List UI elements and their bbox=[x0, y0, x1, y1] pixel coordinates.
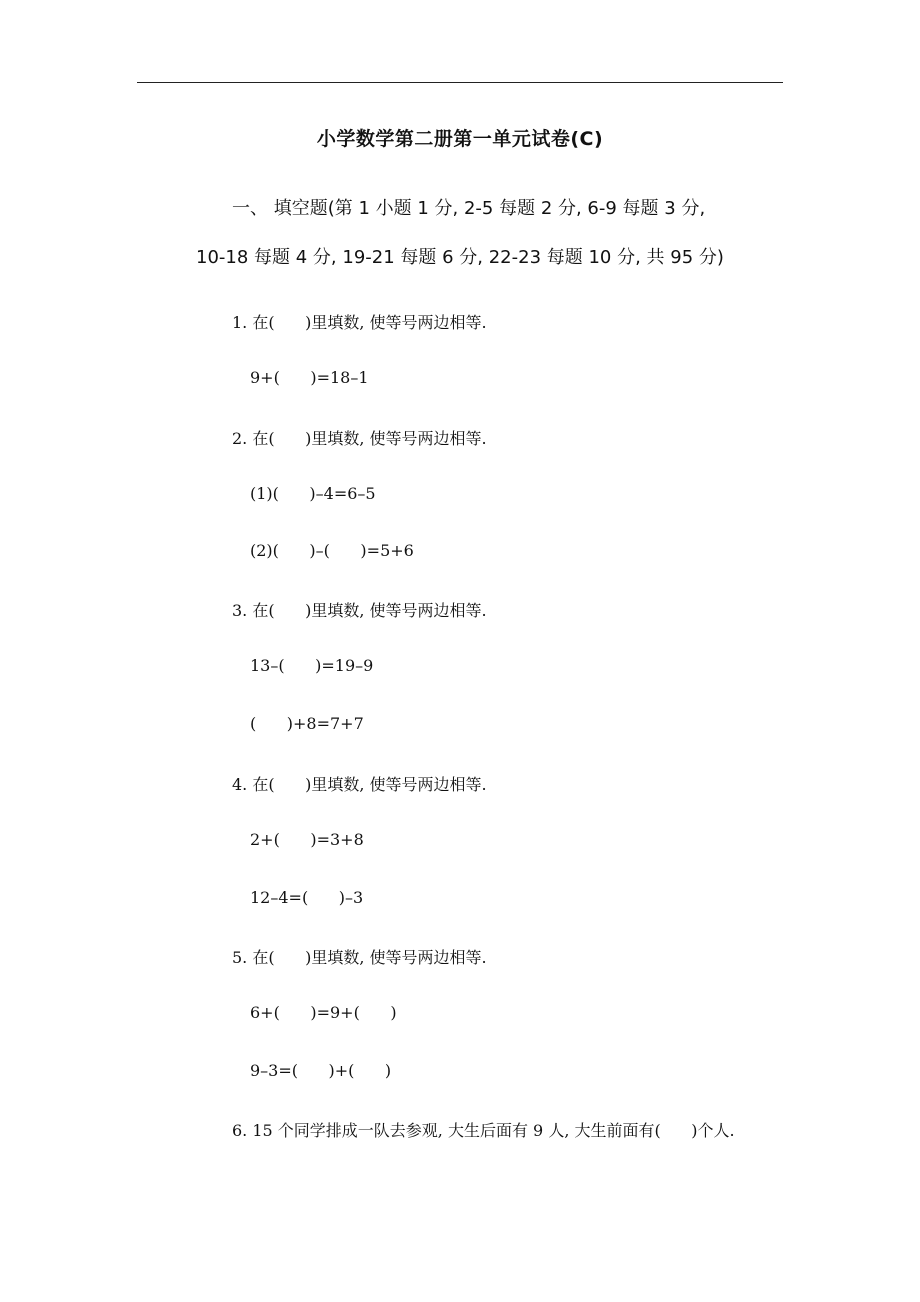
question-4-prompt: 4. 在( )里填数, 使等号两边相等. bbox=[232, 775, 487, 794]
question-2-item-2: (2)( )–( )=5+6 bbox=[250, 541, 414, 560]
question-1-prompt: 1. 在( )里填数, 使等号两边相等. bbox=[232, 313, 487, 332]
question-4-item-2: 12–4=( )–3 bbox=[250, 888, 364, 907]
question-2-item-1: (1)( )–4=6–5 bbox=[250, 484, 376, 503]
page-title: 小学数学第二册第一单元试卷(C) bbox=[316, 128, 604, 150]
question-1-item-1: 9+( )=18–1 bbox=[250, 368, 369, 387]
question-5-item-1: 6+( )=9+( ) bbox=[250, 1003, 397, 1022]
question-3-item-1: 13–( )=19–9 bbox=[250, 656, 374, 675]
question-2-prompt: 2. 在( )里填数, 使等号两边相等. bbox=[232, 429, 487, 448]
section-heading-line-1: 一、 填空题(第 1 小题 1 分, 2-5 每题 2 分, 6-9 每题 3 分, bbox=[232, 198, 706, 219]
section-heading-line-2: 10-18 每题 4 分, 19-21 每题 6 分, 22-23 每题 10 分, 共 95 分) bbox=[196, 247, 724, 268]
question-3-prompt: 3. 在( )里填数, 使等号两边相等. bbox=[232, 601, 487, 620]
question-5-prompt: 5. 在( )里填数, 使等号两边相等. bbox=[232, 948, 487, 967]
question-6-prompt: 6. 15 个同学排成一队去参观, 大生后面有 9 人, 大生前面有( )个人. bbox=[232, 1121, 735, 1140]
question-4-item-1: 2+( )=3+8 bbox=[250, 830, 364, 849]
header-rule bbox=[137, 82, 783, 83]
question-3-item-2: ( )+8=7+7 bbox=[250, 714, 364, 733]
question-5-item-2: 9–3=( )+( ) bbox=[250, 1061, 392, 1080]
